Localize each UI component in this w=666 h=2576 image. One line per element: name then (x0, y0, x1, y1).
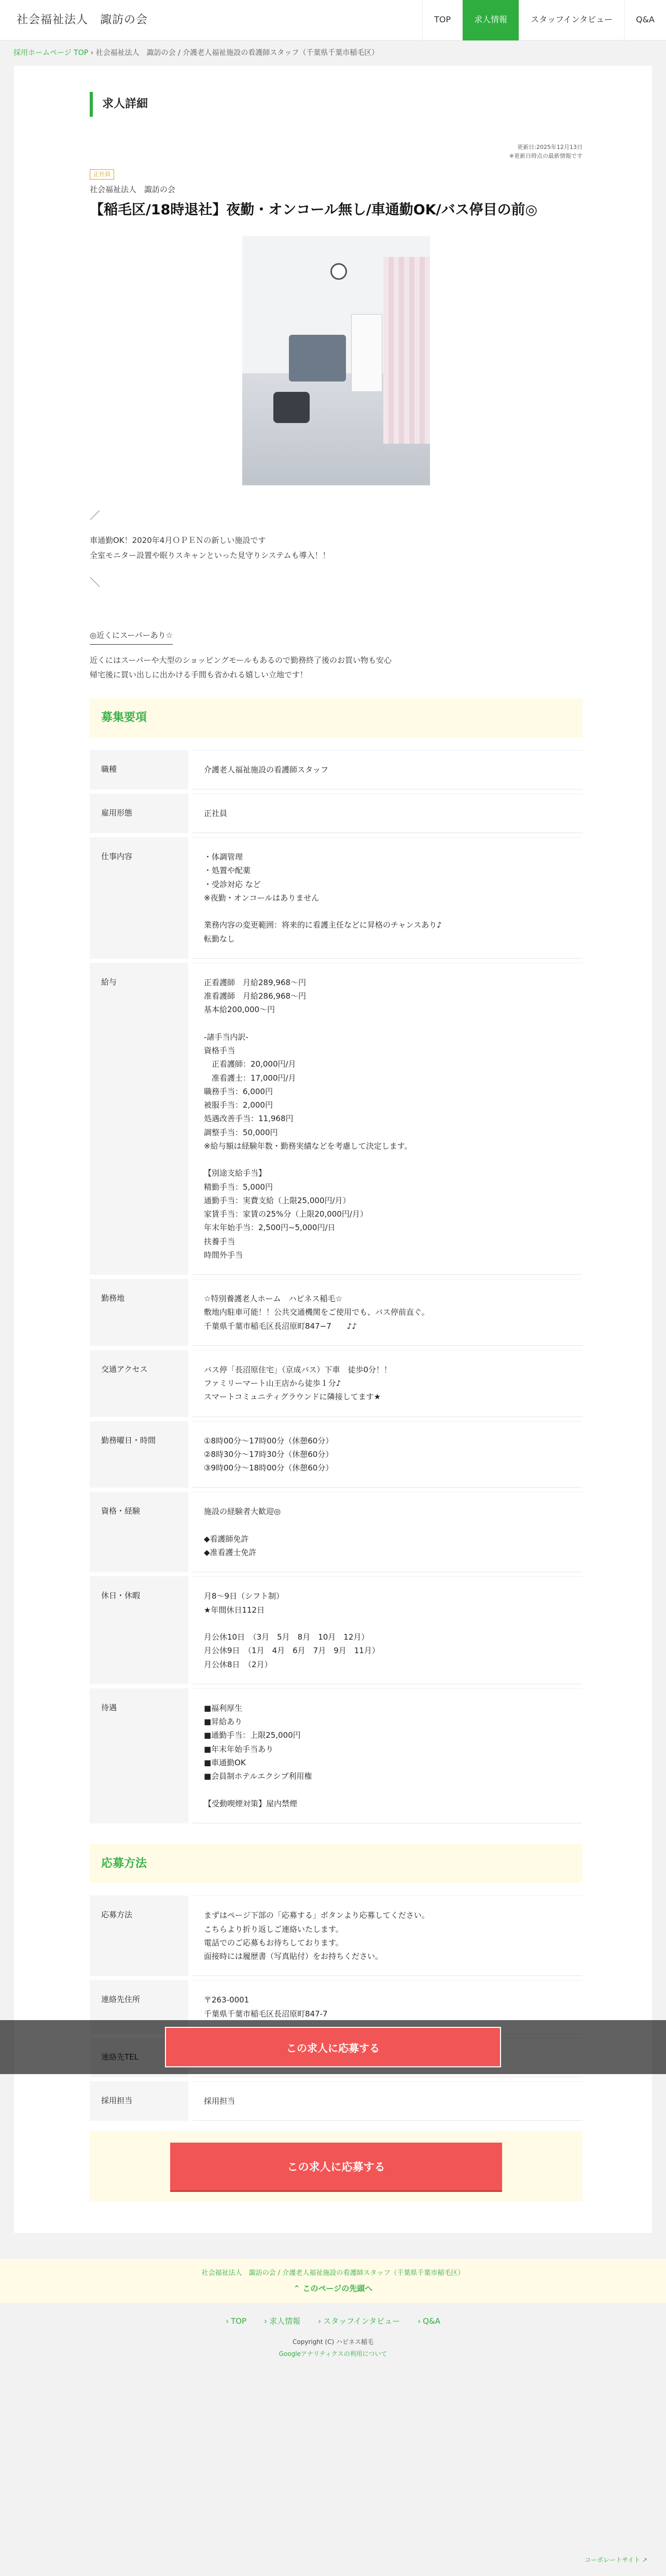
footer-top (0, 2259, 666, 2302)
footer-breadcrumb[interactable]: 社会福祉法人 諏訪の会 / 介護老人福祉施設の看護師スタッフ（千葉県千葉市稲毛区） (201, 2269, 465, 2278)
row-label: 仕事内容 (90, 837, 188, 959)
table-row (90, 750, 582, 789)
apply-band-title: 応募方法 (90, 1844, 582, 1884)
chevron-right-icon: › (318, 2316, 322, 2326)
row-label: 給与 (90, 963, 188, 1275)
table-row (90, 963, 582, 1275)
row-value: 〒263-0001 千葉県千葉市稲毛区長沼原町847-7 (192, 1980, 582, 2034)
row-label: 雇用形態 (90, 794, 188, 833)
analytics-policy-link[interactable]: Googleアナリティクスの利用について (279, 2350, 387, 2358)
footer-link-top[interactable] (226, 2314, 246, 2328)
footer-link-label: Q&A (423, 2316, 440, 2326)
intro-subheading: ◎近くにスーパーあり☆ (90, 628, 173, 645)
table-row (90, 1492, 582, 1572)
sticky-apply-bar (0, 2020, 666, 2074)
table-row (90, 1896, 582, 1976)
intro-text-2: 近くにはスーパーや大型のショッピングモールもあるので勤務終了後のお買い物も安心 帰宅後に買い出しに出かける手間も省かれる嬉しい立地です！ (90, 655, 392, 680)
row-value: 施設の経験者大歓迎◎ ◆看護師免許 ◆准看護士免許 (192, 1492, 582, 1572)
row-label: 採用担当 (90, 2081, 188, 2121)
recruit-band-title: 募集要項 (90, 698, 582, 738)
updated-note: ※更新日時点の最新情報です (509, 153, 582, 160)
nav-top[interactable]: TOP (422, 0, 462, 40)
row-value: 月8〜9日（シフト制） ★年間休日112日 月公休10日 （3月 5月 8月 10月 12月） 月公休9日 （1月 4月 6月 7月 9月 11月） 月公休8日 （2月） (192, 1576, 582, 1684)
table-row (90, 1421, 582, 1488)
apply-box (90, 2131, 582, 2202)
breadcrumb (0, 40, 666, 66)
facility-photo (242, 236, 430, 485)
row-label: 職種 (90, 750, 188, 789)
row-label: 応募方法 (90, 1896, 188, 1976)
row-value: ・体調管理 ・処置や配薬 ・受診対応 など ※夜勤・オンコールはありません 業務内容の変更範囲：将来的に看護主任などに昇格のチャンスあり♪ 転勤なし (192, 837, 582, 959)
breadcrumb-home-link[interactable]: 採用ホームページ TOP (13, 49, 89, 57)
global-nav (422, 0, 666, 40)
table-row (90, 2081, 582, 2121)
row-value: まずはページ下部の「応募する」ボタンより応募してください。 こちらより折り返しご連絡いたします。 電話でのご応募もお待ちしております。 面接時には履歴書（写真貼付）をお持ちください。 (192, 1896, 582, 1976)
chevron-right-icon: › (264, 2316, 268, 2326)
table-row (90, 1688, 582, 1823)
footer-link-qa[interactable] (418, 2314, 440, 2328)
apply-table (90, 1896, 582, 2121)
recruit-table (90, 750, 582, 1823)
job-title: 【稲毛区/18時退社】夜勤・オンコール無し/車通勤OK/バス停目の前◎ (90, 201, 538, 218)
row-value: ☆特別養護老人ホーム ハピネス稲毛☆ 敷地内駐車可能！！公共交通機関をご使用でも、バス停前直ぐ。 千葉県千葉市稲毛区長沼原町847−7 ♪♪ (192, 1279, 582, 1346)
footer-link-label: TOP (231, 2316, 247, 2326)
update-info (90, 143, 582, 161)
employment-tag: 正社員 (90, 169, 114, 180)
corporate-site-link[interactable]: コーポレートサイト ↗ (584, 2556, 647, 2564)
site-brand[interactable]: 社会福祉法人 諏訪の会 (17, 13, 148, 26)
table-row (90, 1279, 582, 1346)
copyright: Copyright (C) ハピネス稲毛 (292, 2338, 373, 2346)
row-label: 待遇 (90, 1688, 188, 1823)
footer-link-label: 求人情報 (269, 2316, 301, 2326)
nav-qa[interactable]: Q&A (624, 0, 666, 40)
row-value: 正社員 (192, 794, 582, 833)
apply-button[interactable]: この求人に応募する (170, 2143, 502, 2190)
footer-nav (0, 2303, 666, 2328)
footer-link-label: スタッフインタビュー (323, 2316, 400, 2326)
table-row (90, 1350, 582, 1417)
chevron-right-icon: › (418, 2316, 421, 2326)
site-footer (0, 2259, 666, 2360)
company-name: 社会福祉法人 諏訪の会 (90, 184, 176, 194)
sticky-apply-button[interactable]: この求人に応募する (165, 2027, 501, 2067)
nav-jobs[interactable]: 求人情報 (462, 0, 519, 40)
table-row (90, 794, 582, 833)
updated-date: 更新日:2025年12月13日 (517, 143, 582, 151)
row-value: 採用担当 (192, 2081, 582, 2121)
intro-text-1: 車通勤OK！2020年4月ＯＰＥＮの新しい施設です 全室モニター設置や眠りスキャンといった見守りシステムも導入！！ (90, 536, 330, 560)
row-label: 交通アクセス (90, 1350, 188, 1417)
intro-slash-close: ＼ (90, 576, 100, 589)
row-label: 勤務地 (90, 1279, 188, 1346)
nav-interview[interactable]: スタッフインタビュー (519, 0, 624, 40)
row-label: 連絡先住所 (90, 1980, 188, 2034)
row-value: ■福利厚生 ■昇給あり ■通勤手当：上限25,000円 ■年末年始手当あり ■車通勤OK ■会員制ホテルエクシブ利用権 【受動喫煙対策】屋内禁煙 (192, 1688, 582, 1823)
intro-slash-open: ／ (90, 509, 100, 522)
row-value: ①8時00分〜17時00分（休憩60分） ②8時30分〜17時30分（休憩60分） ③9時00分〜18時00分（休憩60分） (192, 1421, 582, 1488)
row-value: 正看護師 月給289,968～円 准看護師 月給286,968～円 基本給200,000～円 -諸手当内訳- 資格手当 正看護師：20,000円/月 准看護士：17,000円/月 職務手当：6,000円 被服手当：2,000円 処遇改善手当：11,968円 調整手当：50,000円 ※給与額は経験年数・勤務実績などを考慮して決定します。 【別途支給手当】 精勤手当：5,000円 通勤手当：実費支給（上限25,000円/月） 家賃手当：家賃の25%分（上限20,000円/月） 年末年始手当：2,500円~5,000円/日 扶養手当 時間外手当 (192, 963, 582, 1275)
row-value: バス停「長沼原住宅」（京成バス）下車 徒歩0分！！ ファミリーマート山王店から徒歩１分♪ スマートコミュニティグラウンドに隣接してます★ (192, 1350, 582, 1417)
breadcrumb-current: › 社会福祉法人 諏訪の会 / 介護老人福祉施設の看護師スタッフ（千葉県千葉市稲毛区） (88, 49, 379, 57)
row-label: 勤務曜日・時間 (90, 1421, 188, 1488)
row-value: 介護老人福祉施設の看護師スタッフ (192, 750, 582, 789)
table-row (90, 1576, 582, 1684)
job-detail-panel (14, 66, 652, 2233)
table-row (90, 837, 582, 959)
footer-link-interview[interactable] (318, 2314, 400, 2328)
chevron-right-icon: › (226, 2316, 229, 2326)
page-top-link[interactable]: ⌃ このページの先頭へ (293, 2283, 373, 2293)
row-label: 資格・経験 (90, 1492, 188, 1572)
footer-link-jobs[interactable] (264, 2314, 300, 2328)
section-heading: 求人詳細 (90, 92, 582, 117)
site-header (0, 0, 666, 40)
row-label: 休日・休暇 (90, 1576, 188, 1684)
